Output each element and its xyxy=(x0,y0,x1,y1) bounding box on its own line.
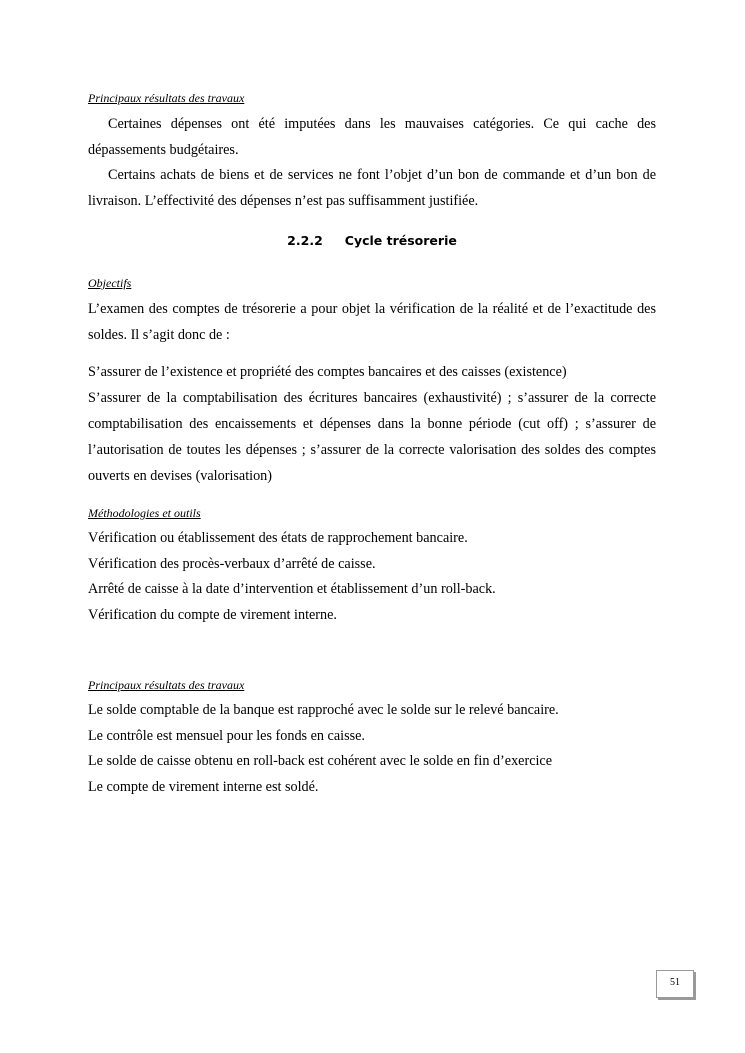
methodologies-list xyxy=(88,526,656,628)
list-item: Le solde comptable de la banque est rapproché avec le solde sur le relevé bancaire. xyxy=(88,702,559,718)
objectives-heading: Objectifs xyxy=(88,276,132,290)
results-heading-2: Principaux résultats des travaux xyxy=(88,678,245,692)
section-number: 2.2.2 xyxy=(287,233,323,248)
methodologies-heading: Méthodologies et outils xyxy=(88,506,201,520)
objectives-intro: L’examen des comptes de trésorerie a pour objet la vérification de la réalité et de l’exactitude des soldes. Il s’agit donc de : xyxy=(88,301,656,343)
page-number: 51 xyxy=(656,970,694,998)
list-item: Arrêté de caisse à la date d’intervention et établissement d’un roll-back. xyxy=(88,581,496,597)
list-item: Le compte de virement interne est soldé. xyxy=(88,778,319,795)
results-heading-1: Principaux résultats des travaux xyxy=(88,91,245,105)
results-paragraph-1: Certaines dépenses ont été imputées dans les mauvaises catégories. Ce qui cache des dépassements budgétaires. xyxy=(88,116,656,158)
list-item: Vérification des procès-verbaux d’arrêté de caisse. xyxy=(88,555,376,572)
objectives-paragraph: S’assurer de la comptabilisation des écritures bancaires (exhaustivité) ; s’assurer de la correcte comptabilisation des encaissements et dépenses dans la bonne période (cut off) ; s’assurer de l’autorisation de toutes les dépenses ; s’assurer de la correcte valorisation des soldes des comptes ouverts en devises (valorisation) xyxy=(88,390,656,484)
results-list xyxy=(88,698,656,800)
list-item: Le contrôle est mensuel pour les fonds en caisse. xyxy=(88,727,365,744)
list-item: Vérification du compte de virement interne. xyxy=(88,606,337,623)
objectives-line: S’assurer de l’existence et propriété des comptes bancaires et des caisses (existence) xyxy=(88,364,567,380)
section-title xyxy=(88,232,656,250)
section-label: Cycle trésorerie xyxy=(344,233,457,248)
list-item: Le solde de caisse obtenu en roll-back est cohérent avec le solde en fin d’exercice xyxy=(88,753,553,769)
list-item: Vérification ou établissement des états de rapprochement bancaire. xyxy=(88,530,468,546)
results-paragraph-2: Certains achats de biens et de services ne font l’objet d’un bon de commande et d’un bon de livraison. L’effectivité des dépenses n’est pas suffisamment justifiée. xyxy=(88,167,656,209)
